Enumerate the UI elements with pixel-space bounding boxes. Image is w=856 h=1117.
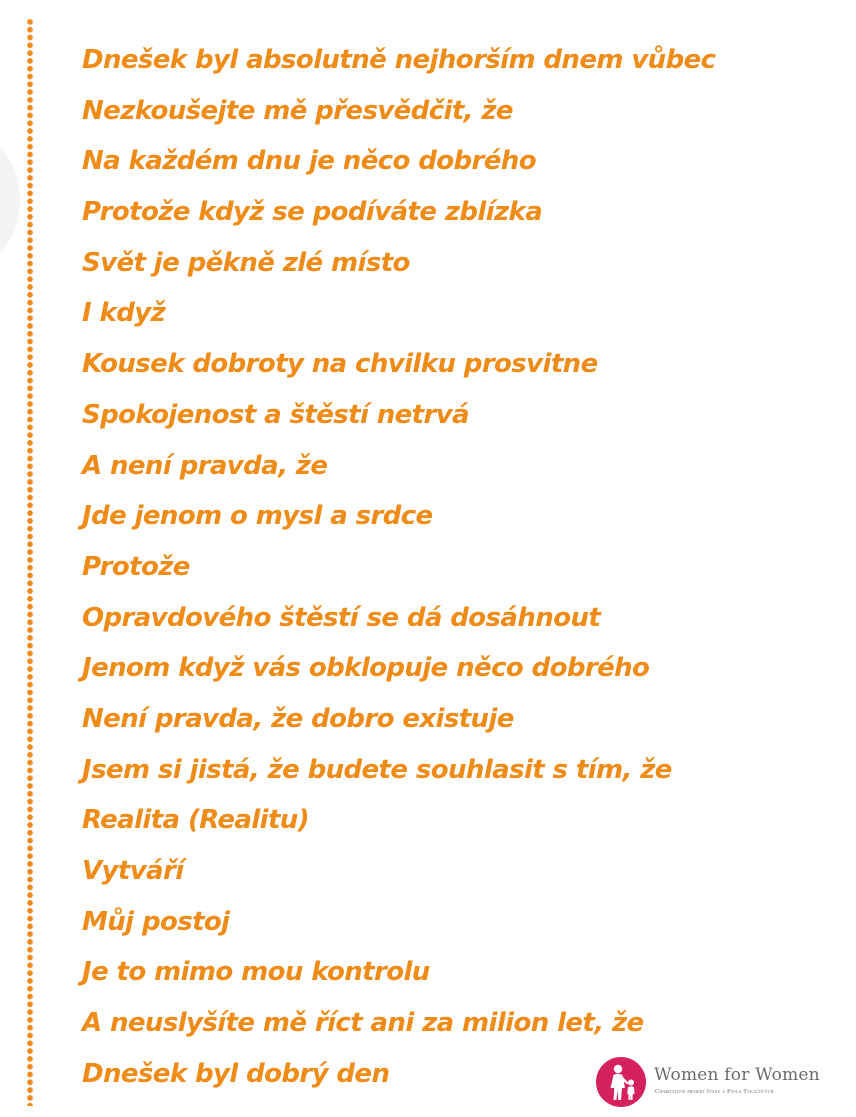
poem-line: Nezkoušejte mě přesvědčit, že (82, 95, 513, 126)
poem-line: Spokojenost a štěstí netrvá (82, 399, 469, 430)
poem-line: Je to mimo mou kontrolu (82, 957, 430, 988)
poem-line: Protože když se podíváte zblízka (82, 197, 543, 228)
poem-line: Můj postoj (82, 906, 230, 937)
poem-line: Realita (Realitu) (82, 805, 309, 836)
background-shape (0, 140, 20, 260)
logo-subtitle: Charitativní projekt Ivany a Pavla Tykačových (655, 1088, 774, 1095)
poem-line: Dnešek byl dobrý den (82, 1058, 390, 1089)
poem-line: I když (82, 298, 166, 329)
poem-line: Jenom když vás obklopuje něco dobrého (82, 653, 650, 684)
dotted-border (24, 18, 36, 1106)
poem-line: Opravdového štěstí se dá dosáhnout (82, 602, 601, 633)
poem-line: A není pravda, že (82, 450, 328, 481)
poem-line: Svět je pěkně zlé místo (82, 247, 410, 278)
poem-line: Dnešek byl absolutně nejhorším dnem vůbec (82, 45, 716, 75)
mother-child-icon (596, 1057, 646, 1107)
poem-line: Kousek dobroty na chvilku prosvitne (82, 349, 598, 380)
poem-line: Protože (82, 551, 190, 582)
poem-line: A neuslyšíte mě říct ani za milion let, že (82, 1008, 644, 1039)
poem-text (82, 35, 715, 1099)
women-for-women-logo (596, 1057, 856, 1113)
poem-line: Jsem si jistá, že budete souhlasit s tím, že (82, 754, 672, 785)
poem-line: Není pravda, že dobro existuje (82, 703, 514, 734)
poem-line: Na každém dnu je něco dobrého (82, 146, 536, 177)
logo-title: Women for Women (654, 1065, 820, 1085)
poem-line: Jde jenom o mysl a srdce (82, 501, 433, 532)
poem-line: Vytváří (82, 856, 184, 886)
